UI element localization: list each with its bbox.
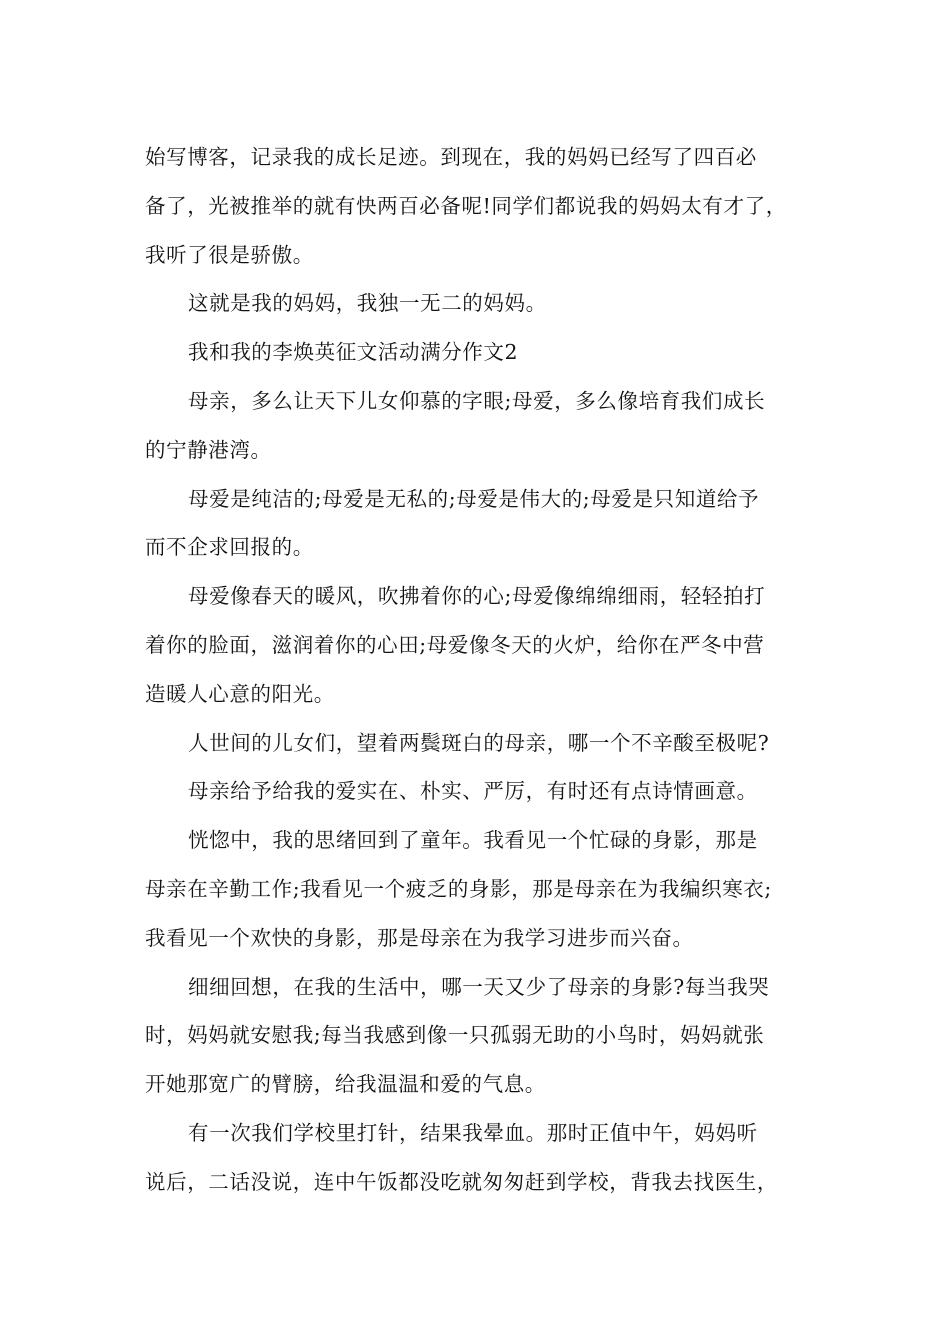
- text-line: 母亲在辛勤工作;我看见一个疲乏的身影，那是母亲在为我编织寒衣;: [145, 876, 772, 901]
- text-line: 母爱像春天的暖风，吹拂着你的心;母爱像绵绵细雨，轻轻拍打: [188, 584, 766, 609]
- text-line: 我听了很是骄傲。: [145, 242, 314, 267]
- text-line: 恍惚中，我的思绪回到了童年。我看见一个忙碌的身影，那是: [188, 828, 758, 853]
- text-line: 我看见一个欢快的身影，那是母亲在为我学习进步而兴奋。: [145, 925, 694, 950]
- text-line: 始写博客，记录我的成长足迹。到现在，我的妈妈已经写了四百必: [145, 145, 757, 169]
- text-line: 造暖人心意的阳光。: [145, 681, 335, 706]
- paragraph: [145, 279, 825, 328]
- text-line: 而不企求回报的。: [145, 535, 314, 560]
- paragraph: [145, 377, 825, 475]
- text-line: 我和我的李焕英征文活动满分作文2: [188, 340, 519, 365]
- paragraph: [145, 719, 825, 768]
- text-line: 着你的脸面，滋润着你的心田;母爱像冬天的火炉，给你在严冬中营: [145, 632, 765, 657]
- paragraph: [145, 475, 825, 573]
- text-line: 人世间的儿女们，望着两鬓斑白的母亲，哪一个不辛酸至极呢?: [188, 730, 770, 755]
- text-line: 这就是我的妈妈，我独一无二的妈妈。: [188, 291, 547, 316]
- paragraph: [145, 133, 825, 279]
- text-line: 开她那宽广的臂膀，给我温温和爱的气息。: [145, 1072, 546, 1097]
- paragraph: [145, 328, 825, 377]
- text-line: 的宁静港湾。: [145, 437, 272, 462]
- text-line: 母亲，多么让天下儿女仰慕的字眼;母爱，多么像培育我们成长: [188, 388, 766, 413]
- paragraph: [145, 1109, 825, 1207]
- text-line: 时，妈妈就安慰我;每当我感到像一只孤弱无助的小鸟时，妈妈就张: [145, 1023, 765, 1048]
- paragraph: [145, 963, 825, 1109]
- paragraph: [145, 767, 825, 816]
- paragraph: [145, 816, 825, 962]
- text-line: 母爱是纯洁的;母爱是无私的;母爱是伟大的;母爱是只知道给予: [188, 486, 760, 511]
- text-line: 细细回想，在我的生活中，哪一天又少了母亲的身影?每当我哭: [188, 974, 770, 999]
- text-line: 备了，光被推举的就有快两百必备呢!同学们都说我的妈妈太有才了，: [145, 193, 787, 218]
- text-line: 有一次我们学校里打针，结果我晕血。那时正值中午，妈妈听: [188, 1120, 758, 1145]
- text-line: 母亲给予给我的爱实在、朴实、严厉，有时还有点诗情画意。: [188, 779, 758, 804]
- document-body: [145, 133, 825, 1207]
- text-line: 说后，二话没说，连中午饭都没吃就匆匆赶到学校，背我去找医生，: [145, 1169, 778, 1194]
- paragraph: [145, 572, 825, 718]
